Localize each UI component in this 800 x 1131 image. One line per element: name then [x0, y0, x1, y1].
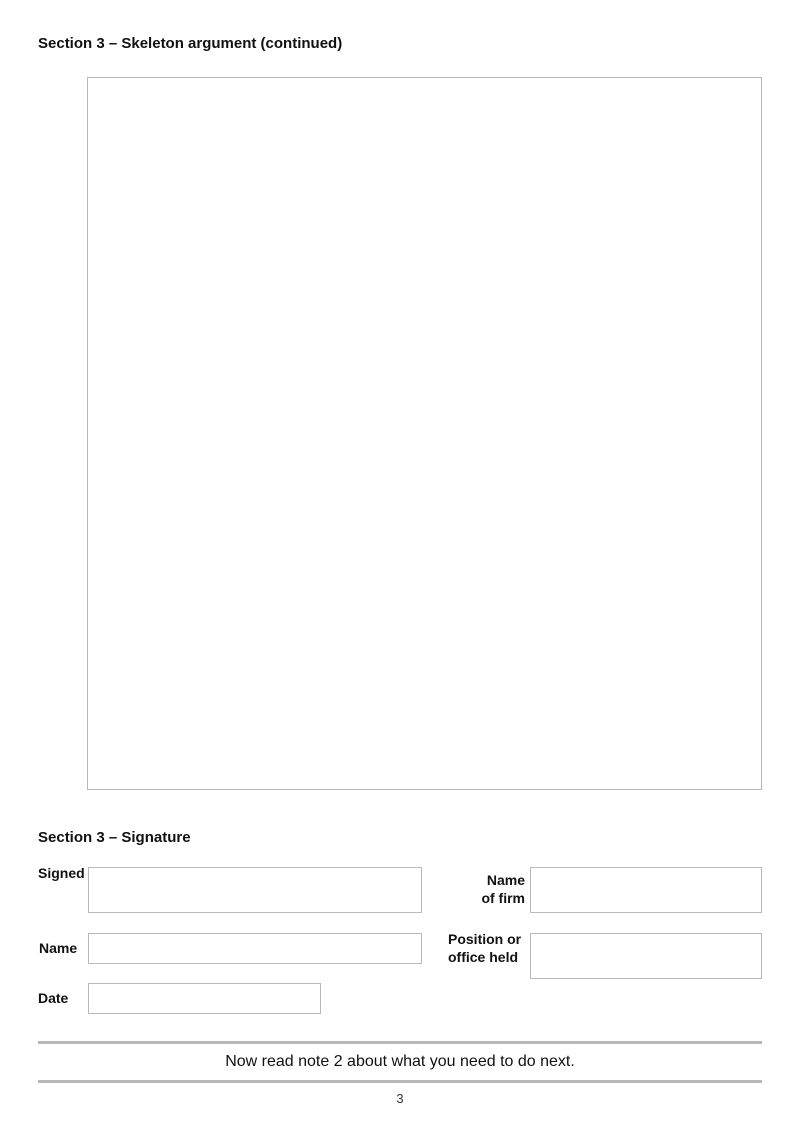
date-label: Date	[38, 990, 69, 1006]
firm-name-label-line1: Name	[486, 872, 525, 888]
signed-label: Signed	[38, 865, 85, 881]
position-label-line1: Position or	[448, 931, 522, 947]
page-number: 3	[396, 1091, 404, 1106]
position-label-line2: office held	[448, 949, 519, 965]
position-label	[448, 930, 521, 966]
footer-bottom-rule	[38, 1080, 762, 1083]
firm-name-field[interactable]	[530, 867, 762, 913]
firm-name-label	[440, 871, 525, 907]
skeleton-argument-textarea[interactable]	[87, 77, 762, 790]
date-field[interactable]	[88, 983, 321, 1014]
section-continued-heading: Section 3 – Skeleton argument (continued)	[38, 35, 343, 52]
name-label: Name	[39, 940, 78, 956]
footer-top-rule	[38, 1041, 762, 1044]
firm-name-label-line2: of firm	[481, 890, 525, 906]
signed-field[interactable]	[88, 867, 422, 913]
position-field[interactable]	[530, 933, 762, 979]
signature-heading: Section 3 – Signature	[38, 829, 191, 846]
name-field[interactable]	[88, 933, 422, 964]
footer-note: Now read note 2 about what you need to do next.	[225, 1053, 575, 1070]
